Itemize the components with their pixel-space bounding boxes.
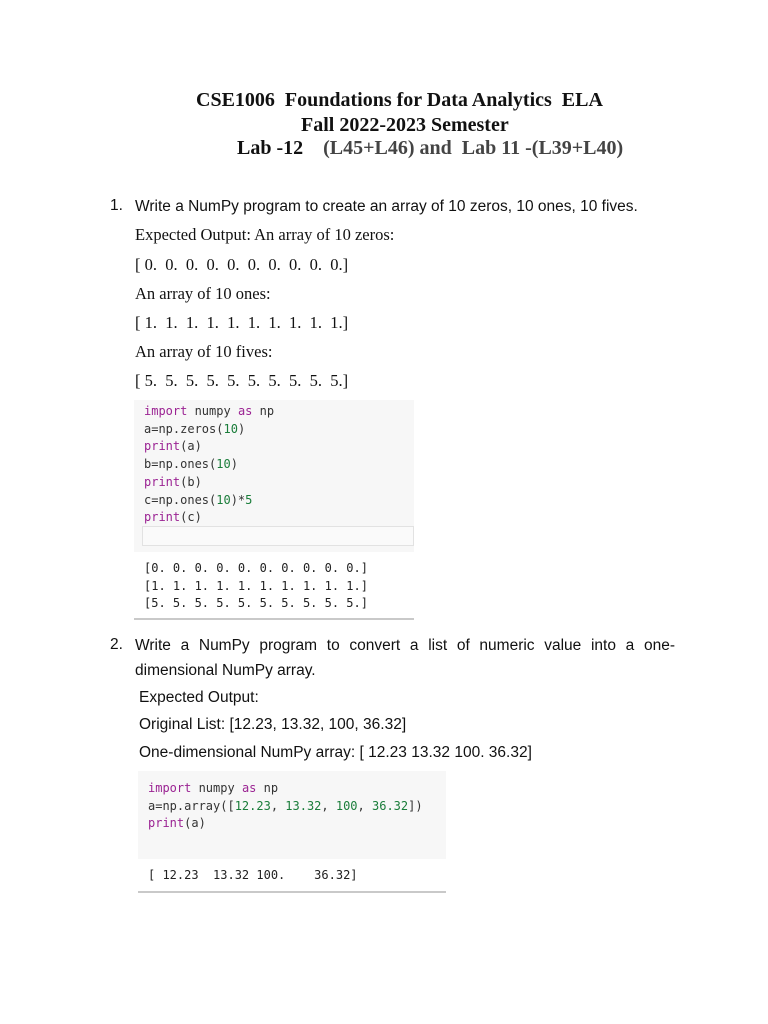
code-number: 13.32 (285, 798, 322, 813)
code-number: 5 (245, 492, 253, 507)
code-line (148, 815, 423, 833)
output-line: [0. 0. 0. 0. 0. 0. 0. 0. 0. 0.] (144, 561, 368, 575)
q2-original-list: Original List: [12.23, 13.32, 100, 36.32] (139, 716, 407, 733)
q1-code-body (144, 403, 274, 527)
question-1-text: Write a NumPy program to create an array of 10 zeros, 10 ones, 10 fives. (135, 198, 638, 215)
code-keyword: print (144, 510, 181, 525)
code-keyword: print (148, 816, 185, 831)
lab-12-label: Lab -12 (237, 137, 324, 159)
code-token: numpy (187, 404, 238, 418)
code-token: ) (230, 457, 238, 472)
code-token: a=np.array([ (148, 798, 235, 813)
code-line (144, 438, 274, 456)
semester-title: Fall 2022-2023 Semester (301, 114, 509, 136)
code-keyword: print (144, 439, 181, 454)
code-number: 10 (216, 492, 231, 507)
q2-code-cell (138, 771, 446, 859)
code-token: (b) (180, 474, 202, 489)
code-token: numpy (191, 781, 242, 795)
q1-ones-label: An array of 10 ones: (135, 284, 271, 303)
code-line (144, 509, 274, 527)
code-token: c=np.ones( (144, 492, 217, 507)
code-token: , (270, 798, 286, 813)
code-token: , (357, 798, 372, 813)
q1-code-output (144, 560, 368, 613)
code-token: np (252, 404, 275, 418)
q2-output-divider (138, 891, 446, 893)
code-number: 36.32 (372, 798, 409, 813)
code-token: b=np.ones( (144, 457, 217, 472)
code-token: (a) (184, 816, 206, 831)
q1-zeros-output: [ 0. 0. 0. 0. 0. 0. 0. 0. 0. 0.] (135, 255, 349, 274)
code-token: np (256, 781, 279, 795)
code-token: )* (230, 492, 246, 507)
code-number: 10 (216, 457, 231, 472)
q1-expected-label: Expected Output: An array of 10 zeros: (135, 225, 395, 244)
q1-ones-output: [ 1. 1. 1. 1. 1. 1. 1. 1. 1. 1.] (135, 313, 349, 332)
code-number: 12.23 (234, 798, 271, 813)
code-keyword: print (144, 474, 181, 489)
code-line (148, 798, 423, 816)
q2-code-output: [ 12.23 13.32 100. 36.32] (148, 868, 358, 882)
code-token: (c) (180, 510, 202, 525)
code-keyword: as (241, 781, 257, 795)
code-line (144, 421, 274, 439)
question-1-number: 1. (110, 197, 123, 214)
q1-code-cell (134, 400, 414, 552)
code-token: a=np.zeros( (144, 421, 224, 436)
lab-11-label: (L45+L46) and Lab 11 -(L39+L40) (323, 137, 624, 159)
code-token: (a) (180, 439, 202, 454)
q1-fives-label: An array of 10 fives: (135, 342, 273, 361)
q2-code-body (148, 780, 423, 833)
code-number: 10 (223, 421, 238, 436)
question-2-text-line-1: Write a NumPy program to convert a list of numeric value into a one- (135, 637, 675, 654)
code-keyword: as (237, 404, 253, 418)
question-2-text-line-2: dimensional NumPy array. (135, 662, 316, 679)
code-keyword: import (148, 781, 192, 795)
q2-onedim-array: One-dimensional NumPy array: [ 12.23 13.32 100. 36.32] (139, 744, 532, 761)
q1-empty-input-area (142, 526, 414, 546)
code-token: ]) (408, 798, 423, 813)
code-line (144, 474, 274, 492)
q1-fives-output: [ 5. 5. 5. 5. 5. 5. 5. 5. 5. 5.] (135, 371, 349, 390)
code-token: , (321, 798, 336, 813)
code-line (144, 403, 274, 421)
q1-output-divider (134, 618, 414, 620)
code-token: ) (237, 421, 246, 436)
course-title: CSE1006 Foundations for Data Analytics ELA (196, 89, 603, 111)
output-line: [1. 1. 1. 1. 1. 1. 1. 1. 1. 1.] (144, 578, 368, 593)
code-line (144, 456, 274, 474)
lab-title (237, 136, 623, 161)
code-keyword: import (144, 404, 188, 418)
code-line (144, 492, 274, 510)
code-line (148, 780, 423, 798)
question-2-number: 2. (110, 636, 123, 653)
q2-expected-label: Expected Output: (139, 689, 259, 706)
code-number: 100 (335, 798, 358, 813)
output-line: [5. 5. 5. 5. 5. 5. 5. 5. 5. 5.] (144, 596, 368, 610)
